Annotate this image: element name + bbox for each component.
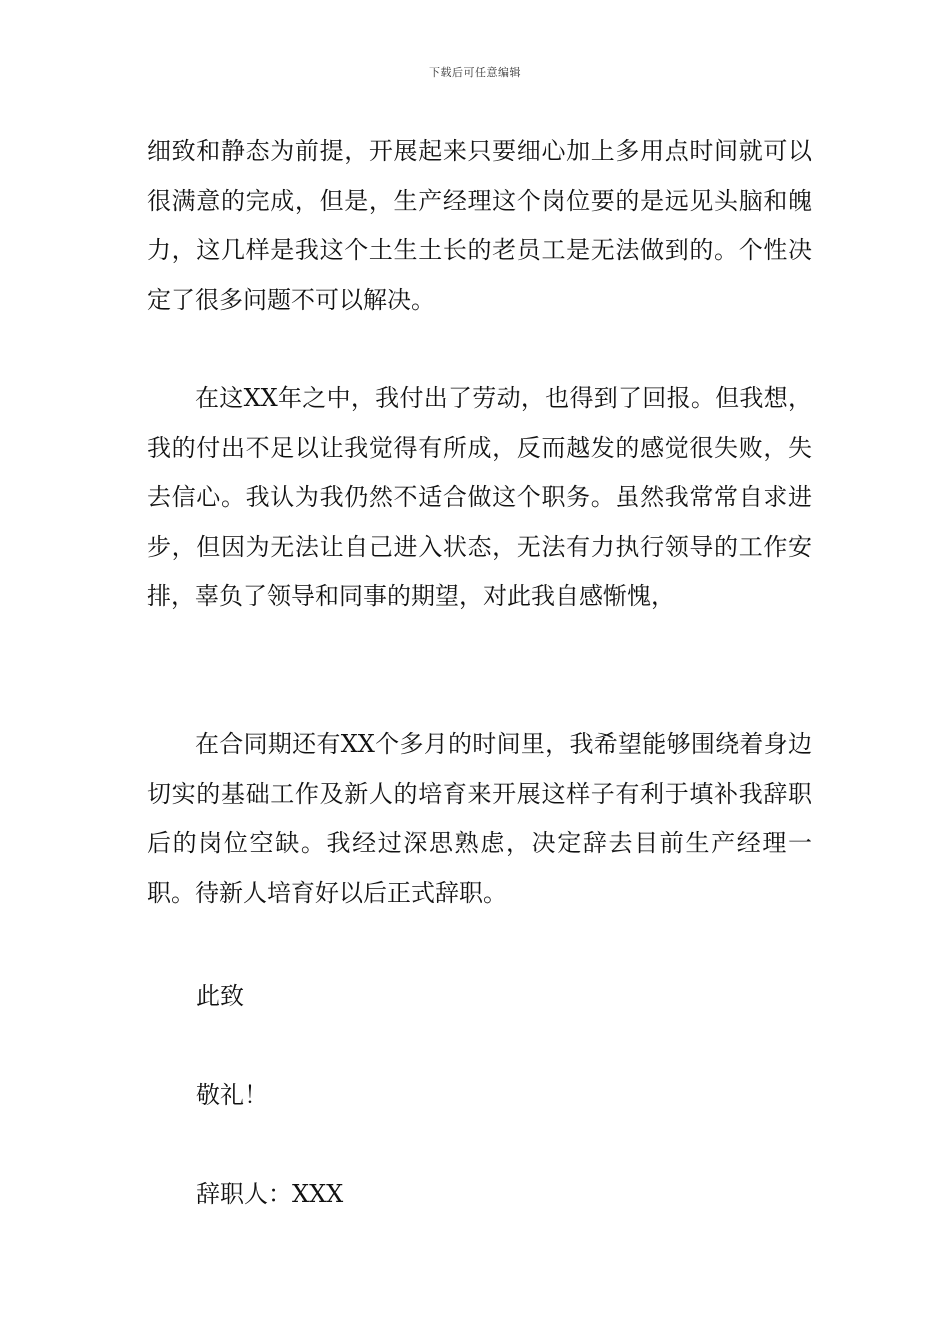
page-header-note: 下载后可任意编辑 <box>429 66 521 79</box>
signature-line: 辞职人：XXX <box>196 1180 344 1208</box>
closing-regards: 敬礼！ <box>196 1081 268 1109</box>
paragraph-effort-reflection: 在这XX年之中，我付出了劳动，也得到了回报。但我想，我的付出不足以让我觉得有所成，反而越发的感觉很失败，失去信心。我认为我仍然不适合做这个职务。虽然我常常自求进步，但因为无法让自己进入状态，无法有力执行领导的工作安排，辜负了领导和同事的期望，对此我自感惭愧， <box>147 384 812 610</box>
paragraph-resignation-plan: 在合同期还有XX个多月的时间里，我希望能够围绕着身边切实的基础工作及新人的培育来开展这样子有利于填补我辞职后的岗位空缺。我经过深思熟虑，决定辞去目前生产经理一职。待新人培育好以后正式辞职。 <box>147 730 812 907</box>
closing-salutation: 此致 <box>196 982 244 1010</box>
paragraph-continuation: 细致和静态为前提，开展起来只要细心加上多用点时间就可以很满意的完成，但是，生产经理这个岗位要的是远见头脑和魄力，这几样是我这个土生土长的老员工是无法做到的。个性决定了很多问题不可以解决。 <box>147 137 812 314</box>
